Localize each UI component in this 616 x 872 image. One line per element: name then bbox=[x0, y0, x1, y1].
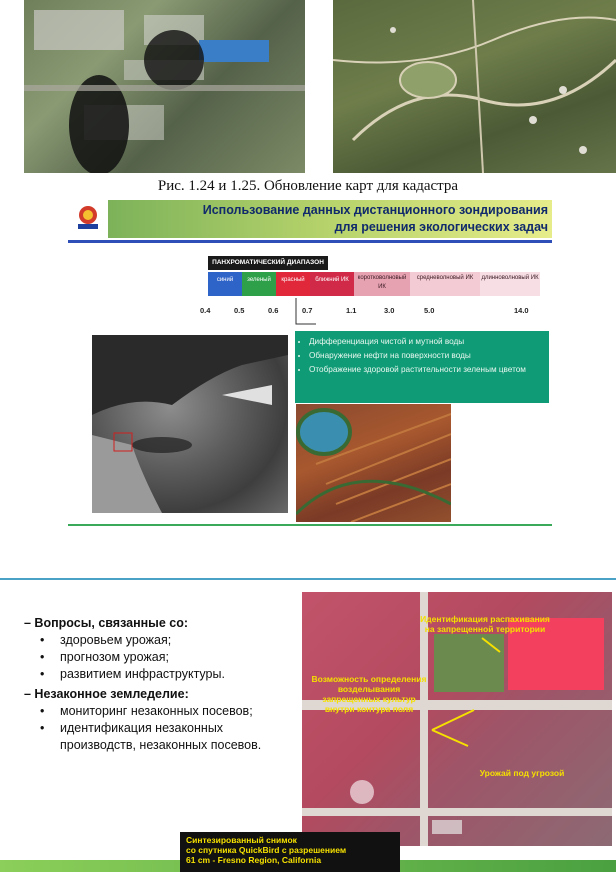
band-long-ir: длинноволновый ИК bbox=[480, 272, 540, 296]
satellite-photo-fields bbox=[296, 404, 451, 522]
slide-agriculture-monitoring bbox=[0, 578, 616, 872]
info-box bbox=[295, 331, 549, 403]
bracket-connector bbox=[288, 296, 318, 336]
figure-caption: Рис. 1.24 и 1.25. Обновление карт для кадастра bbox=[157, 178, 459, 194]
image-source-label bbox=[180, 832, 400, 872]
slide-bullet-text bbox=[24, 616, 294, 758]
quickbird-false-color-image bbox=[302, 592, 612, 846]
footer-line: 61 cm - Fresno Region, California bbox=[186, 855, 322, 865]
slide-title-line1: Использование данных дистанционного зондирования bbox=[202, 203, 548, 217]
list-item: • мониторинг незаконных посевов; bbox=[24, 703, 294, 720]
satellite-photo-coast bbox=[92, 335, 288, 513]
academy-logo bbox=[76, 202, 100, 230]
annotation-plowing: Идентификация распахивания на запрещенной территории bbox=[420, 614, 550, 634]
info-item: • Обнаружение нефти на поверхности воды bbox=[309, 351, 549, 361]
panchromatic-label: ПАНХРОМАТИЧЕСКИЙ ДИАПАЗОН bbox=[208, 256, 328, 270]
list-item: • прогнозом урожая; bbox=[24, 649, 294, 666]
academy-logo-icon bbox=[76, 202, 100, 230]
tick-label: 1.1 bbox=[346, 306, 357, 315]
tick-label: 0.7 bbox=[302, 306, 313, 315]
footer-line: Синтезированный снимок bbox=[186, 835, 297, 845]
tick-label: 5.0 bbox=[424, 306, 435, 315]
info-item: • Отображение здоровой растительности зеленым цветом bbox=[309, 365, 549, 375]
tick-label: 0.6 bbox=[268, 306, 279, 315]
footer-line: со спутника QuickBird с разрешением bbox=[186, 845, 347, 855]
list-item: • здоровьем урожая; bbox=[24, 632, 294, 649]
slide-remote-sensing-ecology bbox=[68, 196, 552, 526]
aerial-photo-urban bbox=[24, 0, 305, 173]
annotation-crop-at-risk: Урожай под угрозой bbox=[479, 768, 565, 778]
slide-title-line2: для решения экологических задач bbox=[334, 220, 548, 234]
annotation-prohibited-crops: Возможность определения возделывания запрещенных культур внутри контура поля bbox=[311, 674, 427, 714]
band-blue: синий bbox=[208, 272, 242, 296]
band-mid-ir: средневолновый ИК bbox=[410, 272, 480, 296]
band-short-ir: коротковолновый ИК bbox=[354, 272, 410, 296]
list-item: • развитием инфраструктуры. bbox=[24, 666, 294, 683]
header-divider bbox=[68, 240, 552, 243]
info-item: • Дифференциация чистой и мутной воды bbox=[309, 337, 549, 347]
crop-issues-list bbox=[24, 632, 294, 683]
band-green: зеленый bbox=[242, 272, 276, 296]
slide-top-line bbox=[0, 578, 616, 580]
list-item: • идентификация незаконных производств, незаконных посевов. bbox=[24, 720, 294, 754]
aerial-photo-urban-drawing bbox=[24, 0, 305, 173]
tick-label: 0.4 bbox=[200, 306, 211, 315]
aerial-photo-suburban-drawing bbox=[333, 0, 616, 173]
aerial-photo-suburban bbox=[333, 0, 616, 173]
slide-title bbox=[154, 202, 548, 236]
tick-label: 0.5 bbox=[234, 306, 245, 315]
heading-crop-issues: – Вопросы, связанные со: bbox=[24, 616, 189, 630]
tick-label: 14.0 bbox=[514, 306, 529, 315]
band-red: красный bbox=[276, 272, 310, 296]
tick-label: 3.0 bbox=[384, 306, 395, 315]
illegal-farming-list bbox=[24, 703, 294, 754]
satellite-photo-fields-drawing bbox=[296, 404, 451, 522]
satellite-photo-coast-drawing bbox=[92, 335, 288, 513]
band-near-ir: ближний ИК bbox=[310, 272, 354, 296]
heading-illegal-farming: – Незаконное земледелие: bbox=[24, 687, 189, 701]
